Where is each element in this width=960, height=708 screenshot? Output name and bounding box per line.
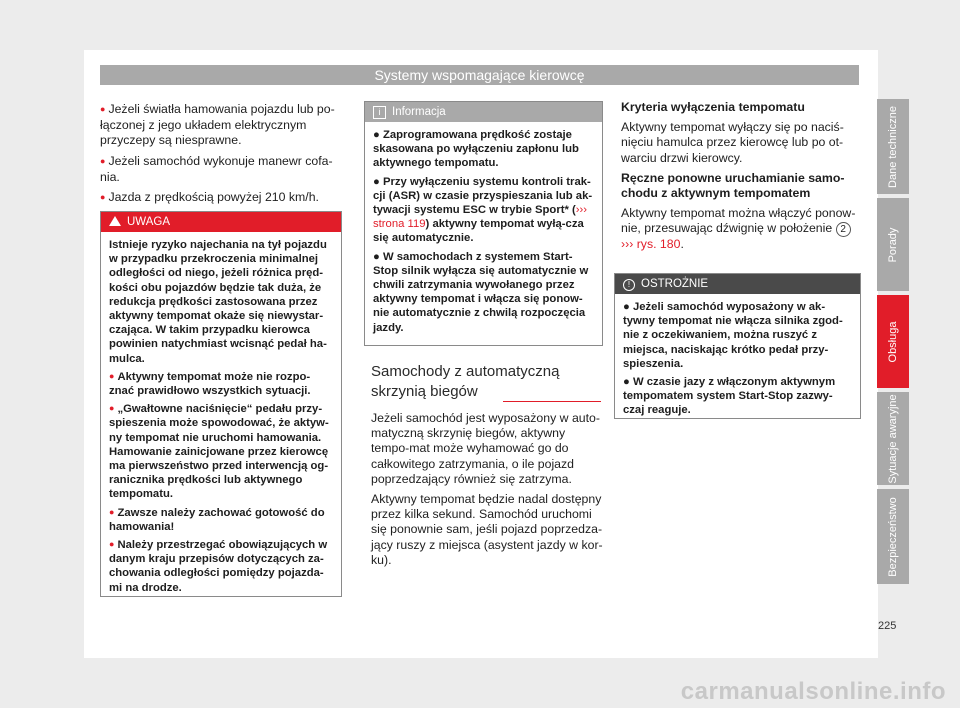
figure-link[interactable]: ››› rys. 180 — [621, 237, 681, 252]
section-title: Samochody z automatyczną skrzynią biegów — [371, 363, 560, 400]
warning-box — [100, 211, 342, 597]
section-divider — [503, 401, 601, 402]
warning-item: ● Zawsze należy zachować gotowość do hamowania! — [109, 506, 333, 534]
subheading: Ręczne ponowne uruchamianie samo-chodu z aktywnym tempomatem — [621, 170, 845, 201]
tab-porady[interactable] — [877, 198, 909, 291]
caution-item-text: Jeżeli samochód wyposażony w ak-tywny tempomat nie włącza silnika zgod-nie z oczekiwaniem, można ruszyć z miejsca, naciskając krótko pedał przy-spieszenia. — [623, 301, 843, 370]
warning-item: ● Należy przestrzegać obowiązujących w danym kraju przepisów dotyczących za-chowania odległości pomiędzy pojazda-mi na drodze. — [109, 538, 333, 595]
caution-box — [614, 273, 861, 419]
caution-body — [615, 294, 860, 430]
warning-intro: Istnieje ryzyko najechania na tył pojazdu w przypadku przekroczenia minimalnej odległości od niego, jeżeli różnica pręd-kości obu pojazdów będzie tak duża, że redukcja prędkości zastosowana przez aktywny tempomat okaże się niewystar-czająca. W takim przypadku kierowca powinien natychmiast wcisnąć pedał ha-mulca. — [109, 239, 327, 365]
info-header — [365, 102, 602, 122]
tab-label: Bezpieczeństwo — [887, 496, 899, 577]
list-item: ● Jeżeli samochód wykonuje manewr cofa-nia. — [100, 154, 340, 185]
page-number: 225 — [878, 620, 897, 632]
paragraph-text: . — [680, 237, 684, 252]
tab-bezpieczenstwo[interactable] — [877, 489, 909, 584]
info-item: ● Przy wyłączeniu systemu kontroli trak-cji (ASR) w czasie przyspieszania lub ak-tywacji systemu ESC w trybie Sport* (››› strona 119) aktywny tempomat wyłą-cza się automatycznie. — [373, 175, 593, 245]
list-item: ● Jazda z prędkością powyżej 210 km/h. — [100, 190, 340, 206]
caution-item: ● W czasie jazy z włączonym aktywnym tempomatem system Start-Stop zazwy-czaj reaguje. — [623, 376, 836, 417]
tab-obsluga[interactable] — [877, 295, 909, 388]
column-3 — [621, 100, 861, 258]
caution-header — [615, 274, 860, 294]
subheading: Kryteria wyłączenia tempomatu — [621, 100, 805, 114]
page-link[interactable]: ››› strona 119 — [373, 204, 588, 231]
page-title: Systemy wspomagające kierowcę — [100, 65, 859, 85]
paragraph — [621, 206, 861, 252]
tab-label: Sytuacje awaryjne — [887, 393, 899, 484]
info-item: ● W samochodach z systemem Start-Stop silnik wyłącza się automatycznie w chwili zatrzymania wywołanego przez aktywny tempomat i włącza się ponow-nie automatycznie z chwilą rozpoczęcia jazdy. — [373, 250, 589, 334]
warning-icon — [109, 216, 121, 226]
tab-label: Porady — [887, 227, 899, 262]
column-1 — [100, 102, 340, 211]
watermark: carmanualsonline.info — [680, 678, 946, 705]
warning-item: ● „Gwałtowne naciśnięcie“ pedału przy-spieszenia może spowodować, że aktyw-ny tempomat nie uruchomi hamowania. Hamowanie zainicjowane przez kierowcę ma pierwszeństwo przed interwencją og-ranicznika prędkości lub aktywnego tempomatu. — [109, 402, 333, 501]
warning-header — [101, 212, 341, 232]
info-item-text: Zaprogramowana prędkość zostaje skasowana po wyłączeniu zapłonu lub aktywnego tempomatu. — [373, 129, 579, 170]
info-icon: i — [373, 106, 386, 119]
tab-label: Obsługa — [887, 321, 899, 362]
info-item-text: Przy wyłączeniu systemu kontroli trak-cji (ASR) w czasie przyspieszania lub ak-tywacji systemu ESC w trybie Sport* ( — [373, 175, 593, 217]
tab-dane-techniczne[interactable] — [877, 99, 909, 194]
tab-sytuacje-awaryjne[interactable] — [877, 392, 909, 485]
paragraph-text: Aktywny tempomat można włączyć ponow-nie, przesuwając dźwignię w położenie — [621, 206, 856, 236]
tab-label: Dane techniczne — [887, 105, 899, 188]
position-number: 2 — [836, 222, 851, 237]
info-body — [365, 122, 602, 347]
caution-item: ● Jeżeli samochód wyposażony w ak-tywny tempomat nie włącza silnika zgod-nie z oczekiwaniem, można ruszyć z miejsca, naciskając krótko pedał przy-spieszenia. — [623, 301, 843, 370]
info-item: ● Zaprogramowana prędkość zostaje skasowana po wyłączeniu zapłonu lub aktywnego tempomatu. — [373, 129, 579, 170]
list-item: ● Jeżeli światła hamowania pojazdu lub po-łączonej z jego układem elektrycznym przyczepy są niesprawne. — [100, 102, 340, 149]
caution-title: OSTROŻNIE — [641, 278, 709, 290]
warning-body — [101, 232, 341, 607]
column-2-text — [371, 411, 603, 573]
caution-icon: ! — [623, 279, 635, 291]
warning-item: ● Aktywny tempomat może nie rozpo-znać prawidłowo wszystkich sytuacji. — [109, 370, 333, 398]
info-item-text: ) aktywny tempomat wyłą-cza się automatycznie. — [373, 218, 584, 245]
paragraph: Jeżeli samochód jest wyposażony w auto-matyczną skrzynię biegów, aktywny tempo-mat może wyhamować go do całkowitego zatrzymania, o ile pojazd poprzedzający również się zatrzyma. — [371, 411, 600, 486]
warning-title: UWAGA — [127, 216, 171, 228]
info-item-text: W samochodach z systemem Start-Stop silnik wyłącza się automatycznie w chwili zatrzymania wywołanego przez aktywny tempomat i włącza się ponow-nie automatycznie z chwilą rozpoczęcia jazdy. — [373, 250, 589, 334]
paragraph: Aktywny tempomat będzie nadal dostępny przez kilka sekund. Samochód uruchomi się ponownie sam, jeśli pojazd poprzedza-jący ruszy z miejsca (asystent jazdy w kor-ku). — [371, 492, 603, 567]
info-box — [364, 101, 603, 346]
info-title: Informacja — [392, 106, 446, 118]
paragraph: Aktywny tempomat wyłączy się po naciś-nięciu hamulca przez kierowcę lub po ot-warciu drzwi kierowcy. — [621, 120, 844, 165]
caution-item-text: W czasie jazy z włączonym aktywnym tempomatem system Start-Stop zazwy-czaj reaguje. — [623, 376, 836, 417]
